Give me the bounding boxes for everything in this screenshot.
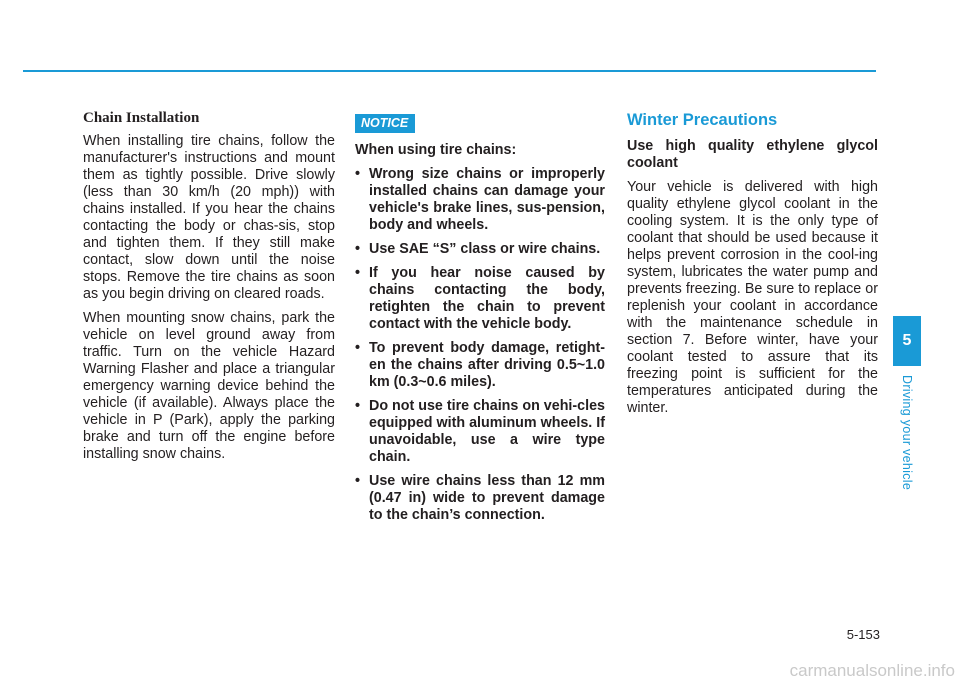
bullet-icon: •: [355, 265, 361, 281]
bullet-icon: •: [355, 398, 361, 414]
notice-section: [355, 110, 605, 531]
paragraph: When installing tire chains, follow the manufacturer's instructions and mount them as tightly possible. Drive slowly (less than 30 km/h (20 mph)) with chains installed. If you hear the chains contacting the body or chas-sis, stop and tighten them. If they still make contact, slow down until the noise stops. Remove the tire chains as soon as you begin driving on cleared roads.: [83, 133, 335, 302]
list-item: • To prevent body damage, retight-en the chains after driving 0.5~1.0 km (0.3~0.6 miles).: [355, 340, 605, 390]
chapter-label: Driving your vehicle: [900, 375, 914, 491]
winter-precautions-section: [627, 110, 878, 424]
bullet-icon: •: [355, 166, 361, 182]
watermark: carmanualsonline.info: [789, 661, 955, 680]
bullet-icon: •: [355, 473, 361, 489]
chapter-number: 5: [902, 332, 912, 349]
notice-list: [355, 166, 605, 524]
list-item: • If you hear noise caused by chains contacting the body, retighten the chain to prevent contact with the vehicle body.: [355, 265, 605, 332]
list-item: • Use SAE “S” class or wire chains.: [355, 241, 601, 257]
chain-installation-section: [83, 110, 335, 470]
subheading: Use high quality ethylene glycol coolant: [627, 138, 878, 171]
notice-badge: NOTICE: [355, 114, 415, 133]
paragraph: When mounting snow chains, park the vehicle on level ground away from traffic. Turn on the vehicle Hazard Warning Flasher and place a triangular emergency warning device behind the vehicle (if available). Always place the vehicle in P (Park), apply the parking brake and turn off the engine before installing snow chains.: [83, 310, 335, 462]
list-item: • Wrong size chains or improperly installed chains can damage your vehicle's brake lines, sus-pension, body and wheels.: [355, 166, 605, 233]
notice-intro: When using tire chains:: [355, 142, 517, 158]
paragraph: Your vehicle is delivered with high quality ethylene glycol coolant in the cooling system. It is the only type of coolant that should be used because it helps prevent corrosion in the cool-ing system, lubricates the water pump and prevents freezing. Be sure to replace or replenish your coolant in accordance with the maintenance schedule in section 7. Before winter, have your coolant tested to assure that its freezing point is sufficient for the temperatures anticipated during the winter.: [627, 179, 878, 416]
bullet-icon: •: [355, 340, 361, 356]
list-item: • Use wire chains less than 12 mm (0.47 in) wide to prevent damage to the chain’s connection.: [355, 473, 605, 523]
section-heading: Chain Installation: [83, 110, 200, 126]
header-rule: [23, 70, 876, 72]
page-number: 5-153: [846, 627, 880, 642]
section-heading: Winter Precautions: [627, 111, 778, 129]
bullet-icon: •: [355, 241, 361, 257]
chapter-tab: [893, 316, 921, 366]
list-item: • Do not use tire chains on vehi-cles equipped with aluminum wheels. If unavoidable, use a wire type chain.: [355, 398, 605, 465]
